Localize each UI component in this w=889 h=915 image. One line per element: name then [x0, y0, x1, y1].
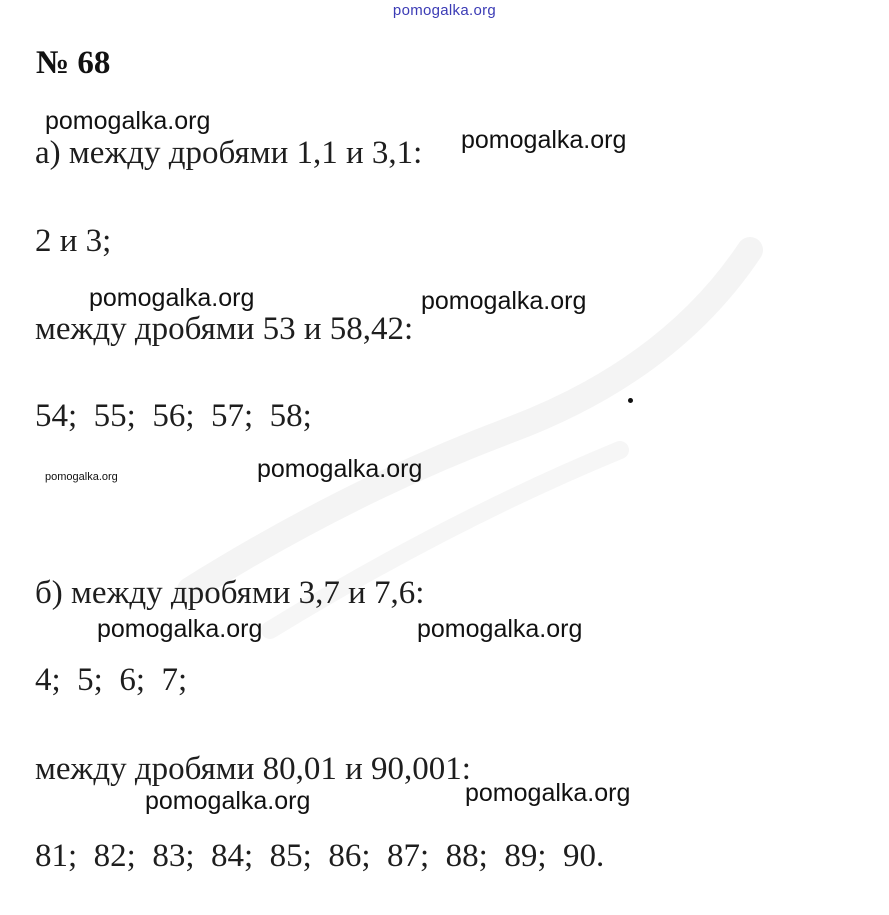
part-b-answer-2: 81; 82; 83; 84; 85; 86; 87; 88; 89; 90. [35, 838, 605, 874]
watermark: pomogalka.org [257, 455, 423, 483]
watermark: pomogalka.org [145, 787, 311, 815]
site-link[interactable]: pomogalka.org [392, 2, 497, 19]
watermark: pomogalka.org [421, 287, 587, 315]
part-b-heading: б) между дробями 3,7 и 7,6: [35, 575, 425, 611]
part-a-question-2: между дробями 53 и 58,42: [35, 311, 414, 347]
watermark: pomogalka.org [461, 126, 627, 154]
part-b-answer-1: 4; 5; 6; 7; [35, 662, 188, 698]
watermark: pomogalka.org [465, 779, 631, 807]
watermark: pomogalka.org [45, 107, 211, 135]
stray-dot [628, 398, 633, 403]
watermark: pomogalka.org [97, 615, 263, 643]
part-a-answer-2: 54; 55; 56; 57; 58; [35, 398, 312, 434]
exercise-number: № 68 [36, 45, 111, 81]
part-b-question-2: между дробями 80,01 и 90,001: [35, 751, 471, 787]
watermark: pomogalka.org [417, 615, 583, 643]
part-a-answer-1: 2 и 3; [35, 223, 112, 259]
watermark: pomogalka.org [89, 284, 255, 312]
watermark: pomogalka.org [45, 471, 118, 483]
part-a-heading: а) между дробями 1,1 и 3,1: [35, 135, 423, 171]
